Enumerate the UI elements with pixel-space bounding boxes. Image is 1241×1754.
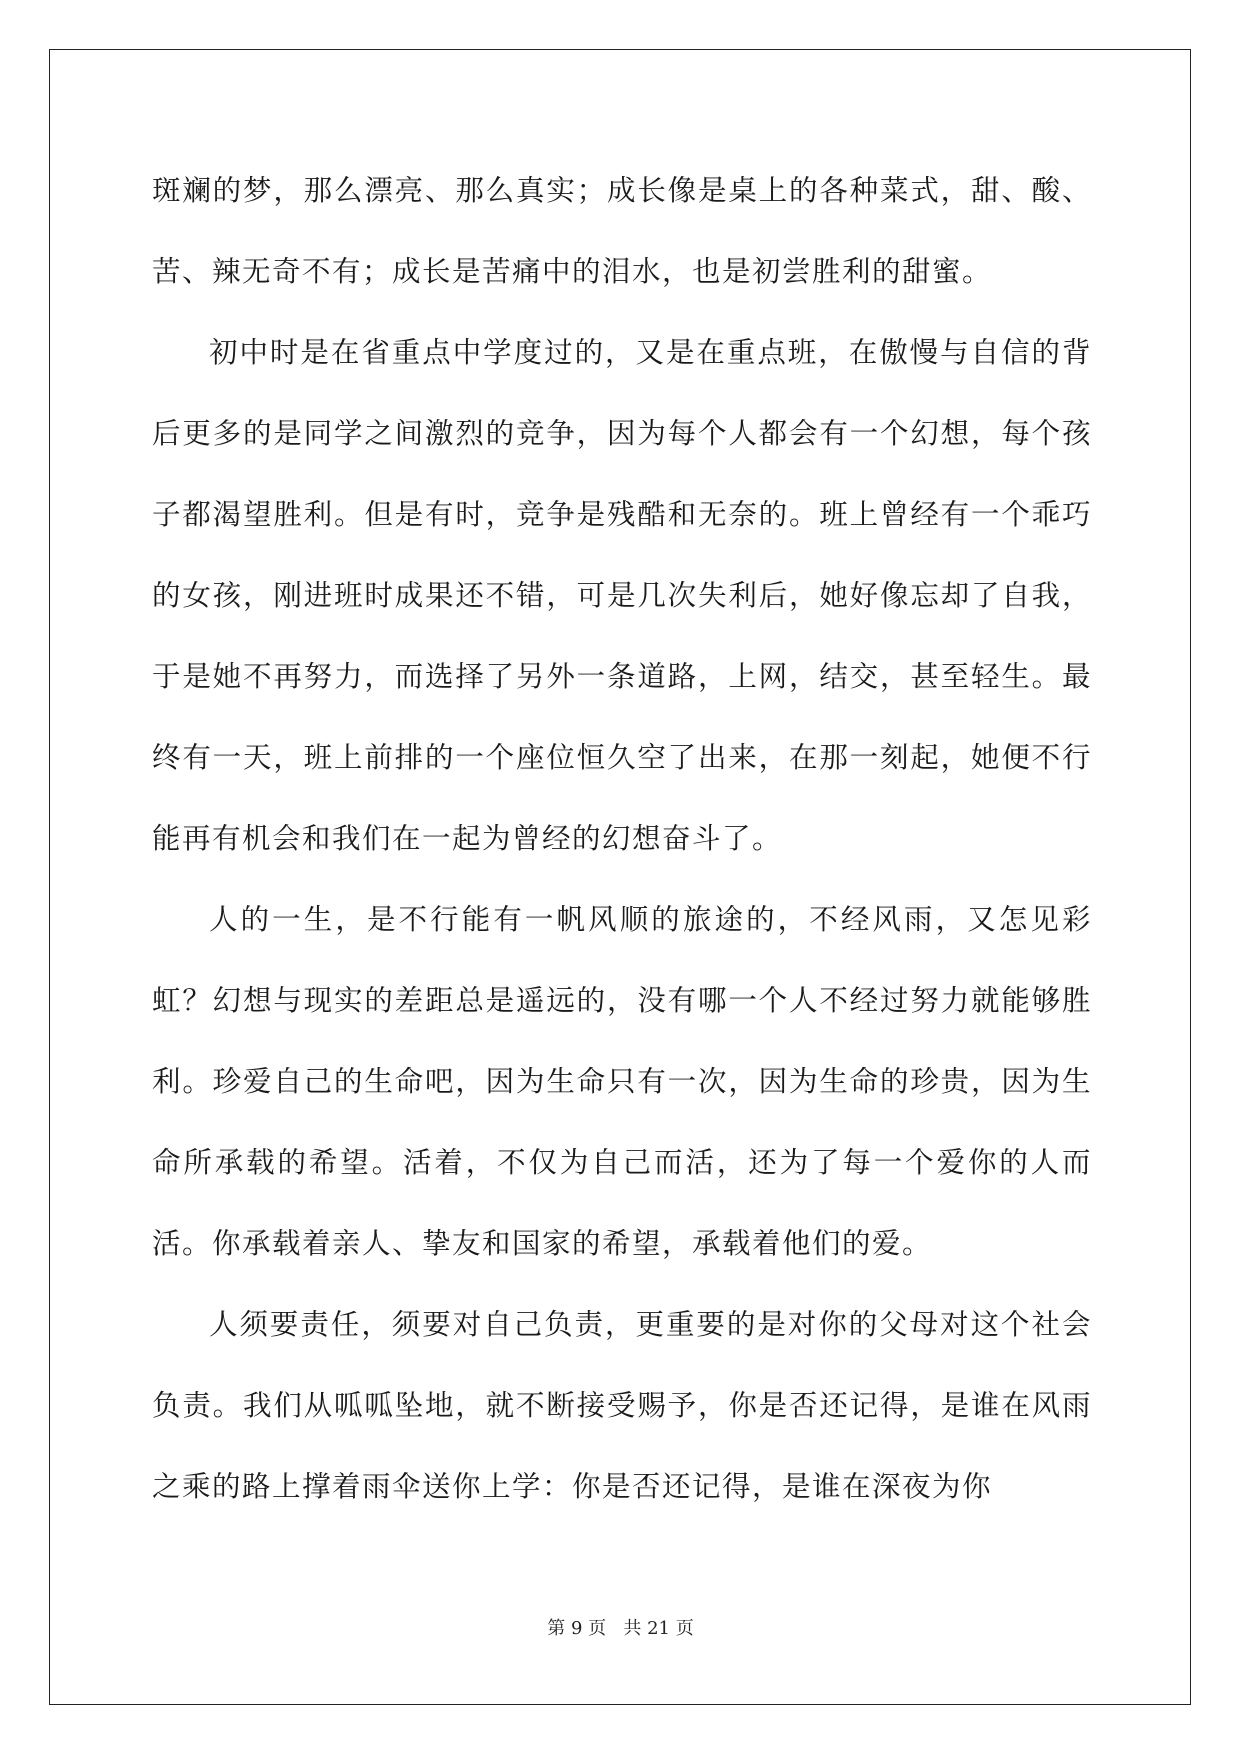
paragraph-2: 初中时是在省重点中学度过的，又是在重点班，在傲慢与自信的背后更多的是同学之间激烈的竞争，因为每个人都会有一个幻想，每个孩子都渴望胜利。但是有时，竞争是残酷和无奈的。班上曾经有一个乖巧的女孩，刚进班时成果还不错，可是几次失利后，她好像忘却了自我，于是她不再努力，而选择了另外一条道路，上网，结交，甚至轻生。最终有一天，班上前排的一个座位恒久空了出来，在那一刻起，她便不行能再有机会和我们在一起为曾经的幻想奋斗了。: [152, 336, 1092, 855]
paragraph-4: 人须要责任，须要对自己负责，更重要的是对你的父母对这个社会负责。我们从呱呱坠地，就不断接受赐予，你是否还记得，是谁在风雨之乘的路上撑着雨伞送你上学：你是否还记得，是谁在深夜为你: [152, 1308, 1092, 1503]
paragraph-1: 斑斓的梦，那么漂亮、那么真实；成长像是桌上的各种菜式，甜、酸、苦、辣无奇不有；成长是苦痛中的泪水，也是初尝胜利的甜蜜。: [152, 174, 1092, 288]
paragraph-3: 人的一生，是不行能有一帆风顺的旅途的，不经风雨，又怎见彩虹？幻想与现实的差距总是遥远的，没有哪一个人不经过努力就能够胜利。珍爱自己的生命吧，因为生命只有一次，因为生命的珍贵，因为生命所承载的希望。活着，不仅为自己而活，还为了每一个爱你的人而活。你承载着亲人、挚友和国家的希望，承载着他们的爱。: [152, 903, 1092, 1260]
page-number: 第 9 页: [547, 1618, 607, 1639]
page-total: 共 21 页: [623, 1618, 694, 1639]
document-body: [152, 150, 1092, 1527]
page-footer: [0, 1614, 1241, 1640]
